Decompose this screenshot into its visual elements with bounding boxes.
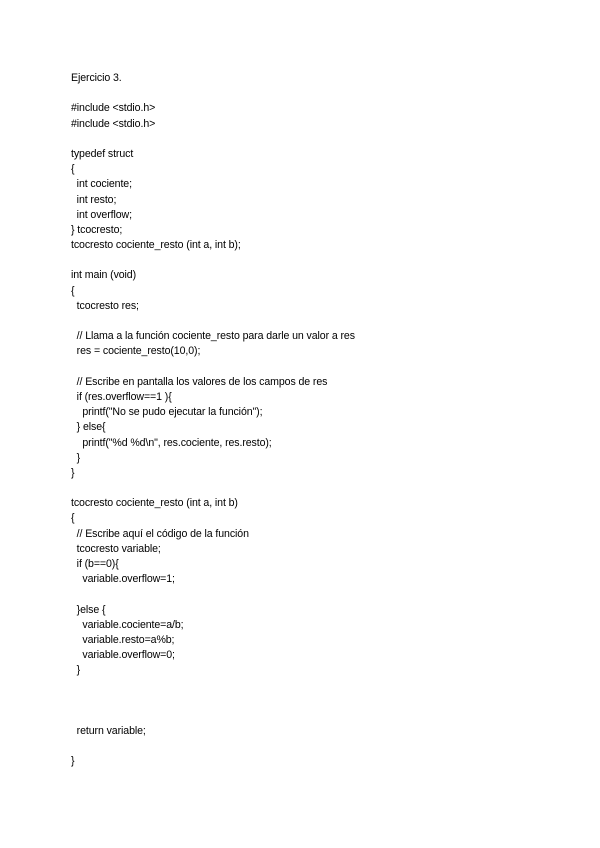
code-line: if (res.overflow==1 ){ — [71, 390, 172, 403]
code-line: } — [71, 664, 81, 677]
blank-line — [71, 86, 571, 101]
code-line: variable.cociente=a/b; — [71, 618, 184, 631]
code-line: if (b==0){ — [71, 558, 119, 570]
code-line: int cociente; — [71, 178, 132, 191]
code-line: } else{ — [71, 421, 106, 434]
code-line: printf("No se pudo ejecutar la función"); — [71, 406, 263, 419]
blank-line — [71, 360, 571, 375]
code-line: res = cociente_resto(10,0); — [71, 345, 201, 358]
blank-line — [71, 709, 571, 724]
blank-line — [71, 679, 571, 694]
code-line: } — [71, 466, 75, 479]
code-line: typedef struct — [71, 147, 134, 160]
code-line: variable.overflow=1; — [71, 573, 175, 586]
blank-line — [71, 587, 571, 602]
code-comment-line: // Escribe aquí el código de la función — [71, 527, 249, 540]
blank-line — [71, 314, 571, 329]
code-document — [71, 71, 571, 770]
exercise-title: Ejercicio 3. — [71, 72, 122, 84]
code-line: tcocresto cociente_resto (int a, int b) — [71, 497, 238, 510]
code-line: printf("%d %d\n", res.cociente, res.resto); — [71, 436, 272, 449]
blank-line — [71, 481, 571, 496]
code-line: } — [71, 755, 75, 768]
code-line: }else { — [71, 603, 106, 616]
code-line: tcocresto variable; — [71, 542, 161, 555]
code-line: variable.overflow=0; — [71, 649, 175, 662]
code-line: } tcocresto; — [71, 223, 123, 236]
code-line: int overflow; — [71, 208, 132, 221]
blank-line — [71, 694, 571, 709]
blank-line — [71, 739, 571, 754]
code-line: return variable; — [71, 725, 146, 738]
include-line: #include <stdio.h> — [71, 117, 156, 130]
include-line: #include <stdio.h> — [71, 102, 156, 115]
code-line: tcocresto res; — [71, 299, 139, 312]
code-line: { — [71, 163, 75, 176]
code-line: tcocresto cociente_resto (int a, int b); — [71, 239, 241, 252]
code-line: { — [71, 284, 75, 297]
blank-line — [71, 253, 571, 268]
code-line: int main (void) — [71, 269, 137, 282]
code-line: int resto; — [71, 193, 117, 206]
code-comment-line: // Escribe en pantalla los valores de los campos de res — [71, 375, 328, 388]
blank-line — [71, 132, 571, 147]
code-line: { — [71, 512, 75, 525]
code-comment-line: // Llama a la función cociente_resto para darle un valor a res — [71, 330, 355, 343]
code-line: } — [71, 451, 81, 464]
code-line: variable.resto=a%b; — [71, 633, 175, 646]
